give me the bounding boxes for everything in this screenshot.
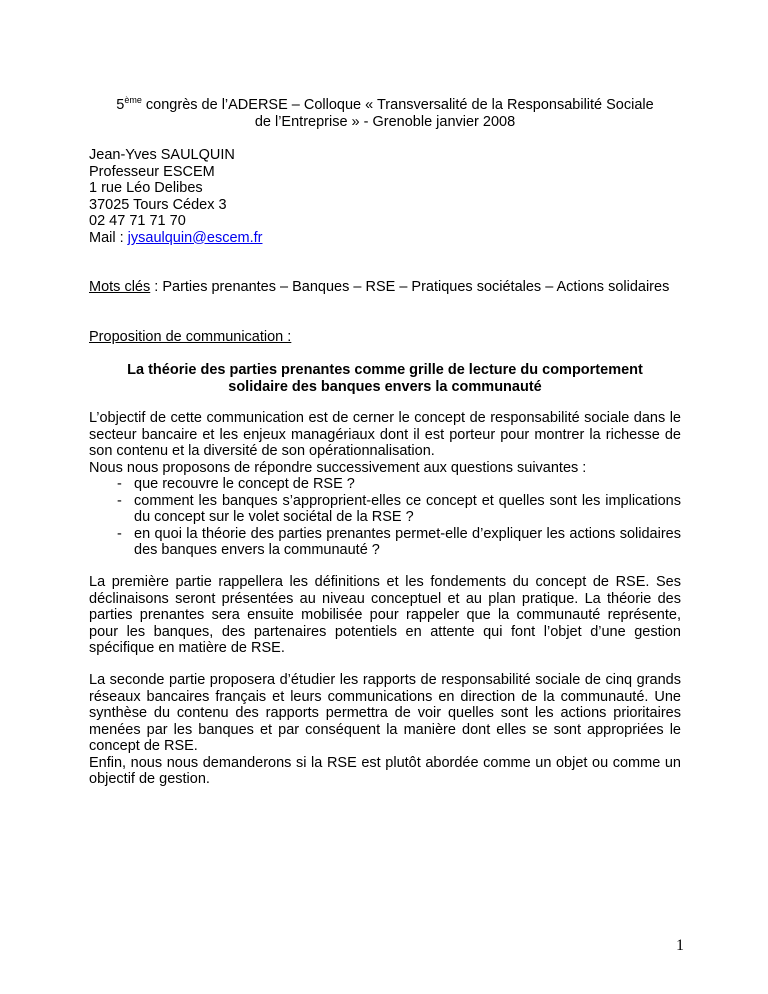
author-title: Professeur ESCEM: [89, 163, 215, 180]
part2-section: [89, 672, 681, 788]
conference-header-line1-text: congrès de l’ADERSE – Colloque « Transversalité de la Responsabilité Sociale: [141, 97, 654, 113]
email-link[interactable]: jysaulquin@escem.fr: [127, 229, 263, 246]
author-name: Jean-Yves SAULQUIN: [89, 147, 235, 163]
conference-header: [89, 97, 681, 130]
proposition-label-text: Proposition de communication :: [89, 329, 292, 345]
page-number: 1: [676, 937, 684, 954]
question-item: - que recouvre le concept de RSE ?: [89, 476, 681, 493]
author-phone: 02 47 71 71 70: [89, 213, 186, 229]
keywords-label: Mots clés: [89, 279, 151, 295]
conference-header-line2: de l’Entreprise » - Grenoble janvier 2008: [254, 113, 516, 130]
proposition-label: [89, 329, 681, 346]
communication-title: [89, 362, 681, 395]
mail-label: Mail :: [89, 229, 128, 246]
author-street: 1 rue Léo Delibes: [89, 180, 203, 196]
question-item: - en quoi la théorie des parties prenantes permet-elle d’expliquer les actions solidaires des banques envers la communauté ?: [89, 526, 681, 559]
intro-paragraph: L’objectif de cette communication est de cerner le concept de responsabilité sociale dans le secteur bancaire et les enjeux managériaux dont il est porteur pour montrer la richesse de son contenu et la diversité de son opérationnalisation.: [89, 410, 681, 459]
question-item: - comment les banques s’approprient-elles ce concept et quelles sont les implications du concept sur le volet sociétal de la RSE ?: [89, 493, 681, 526]
author-city: 37025 Tours Cédex 3: [89, 196, 227, 213]
keywords-text: : Parties prenantes – Banques – RSE – Pratiques sociétales – Actions solidaires: [150, 279, 670, 295]
keywords-line: [89, 279, 681, 296]
part1-text: La première partie rappellera les définitions et les fondements du concept de RSE. Ses déclinaisons seront présentées au niveau conceptuel et au plan pratique. La théorie des parties prenantes sera ensuite mobilisée pour rappeler que la communauté représente, pour les banques, des partenaires potentiels en attente qui font l’objet d’une gestion spécifique en matière de RSE.: [89, 574, 681, 656]
part2-text: La seconde partie proposera d’étudier les rapports de responsabilité sociale de cinq grands réseaux bancaires français et leurs communications en direction de la communauté. Une synthèse du contenu des rapports permettra de voir quelles sont les actions prioritaires menées par les banques et par conséquent la manière dont elles se sont appropriées le concept de RSE.: [89, 672, 681, 754]
question-list: [89, 476, 681, 559]
author-mail-line: [89, 230, 681, 247]
ordinal-number: 5: [116, 97, 125, 113]
keywords: [89, 279, 681, 296]
communication-title-line1: La théorie des parties prenantes comme grille de lecture du comportement: [127, 362, 643, 378]
part1-paragraph: [89, 574, 681, 657]
intro-section: [89, 410, 681, 559]
author-block: [89, 147, 681, 246]
conference-header-line1: [89, 97, 681, 114]
conclusion-text: Enfin, nous nous demanderons si la RSE est plutôt abordée comme un objet ou comme un objectif de gestion.: [89, 754, 681, 787]
intro-lead: Nous nous proposons de répondre successivement aux questions suivantes :: [89, 459, 587, 476]
ordinal-superscript: ème: [124, 95, 142, 105]
communication-title-line2: solidaire des banques envers la communauté: [228, 378, 542, 395]
